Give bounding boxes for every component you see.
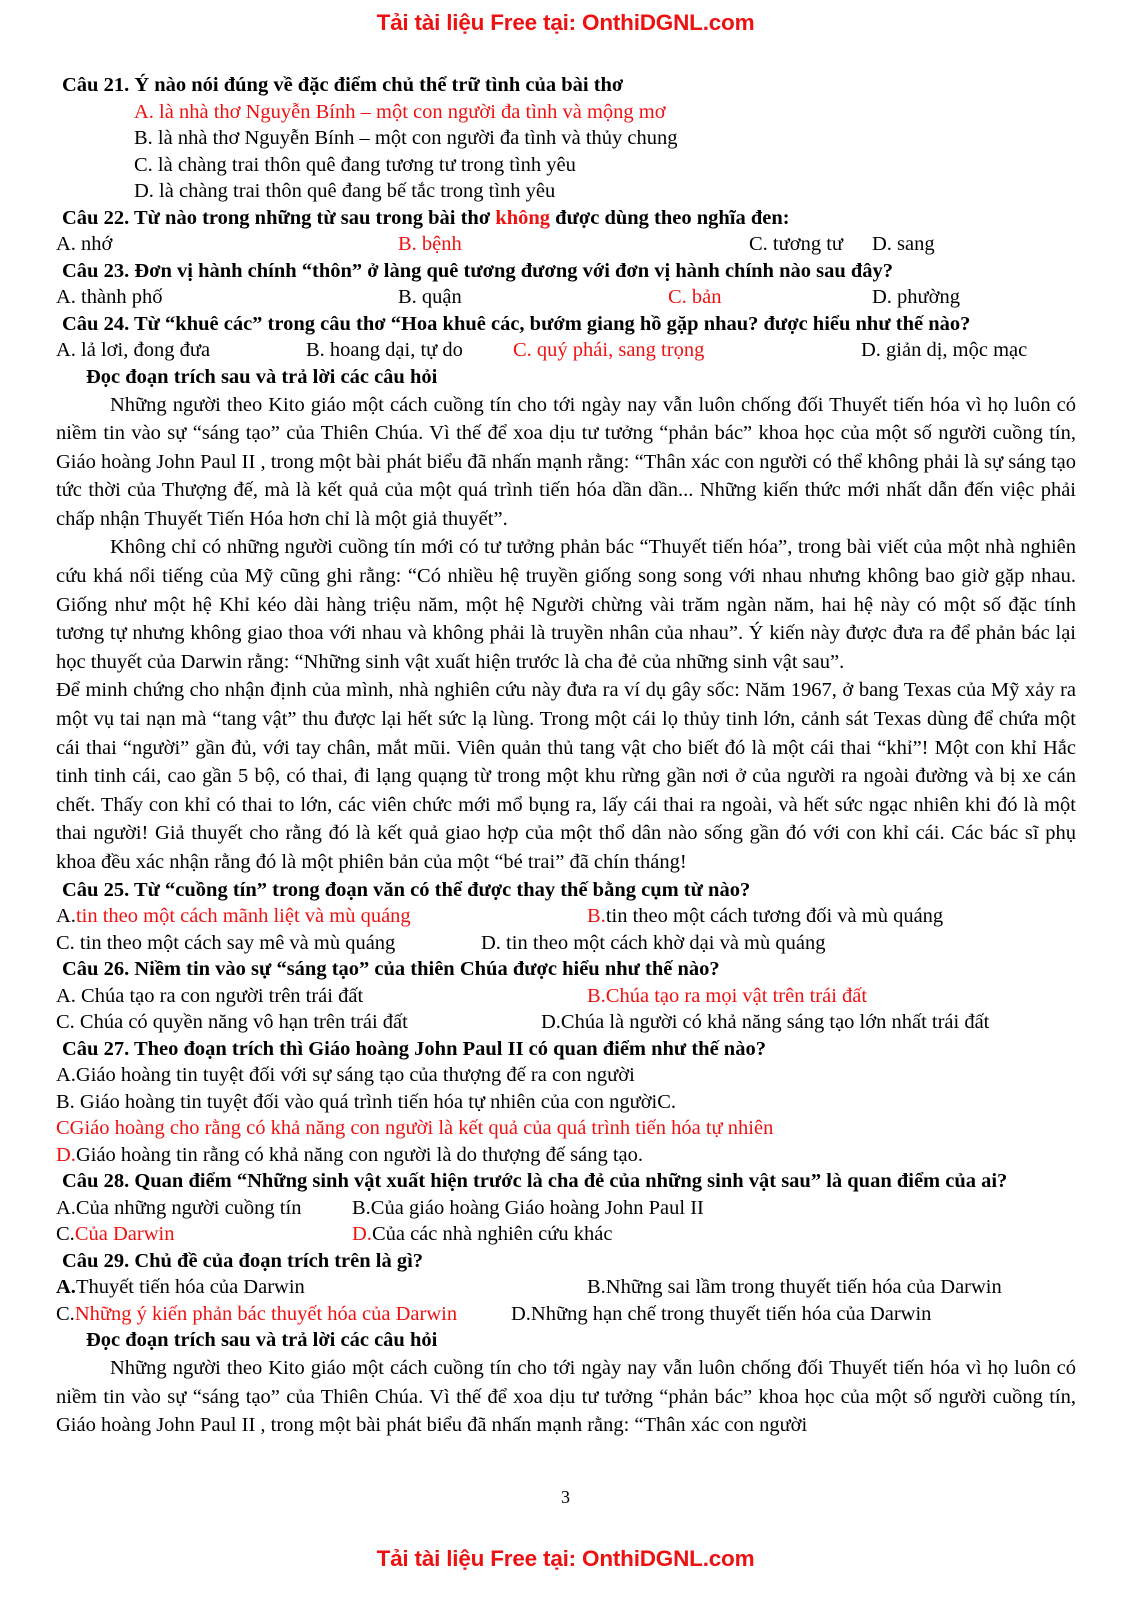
question-29-options-row-1 [56,1274,1076,1301]
question-29-options-row-2 [56,1301,1076,1328]
question-21-option-b[interactable]: B. là nhà thơ Nguyễn Bính – một con người đa tình và thủy chung [134,127,678,149]
question-26-options-row-2 [56,1009,1076,1036]
question-29-option-a-text: Thuyết tiến hóa của Darwin [75,1276,305,1299]
question-21-title: Câu 21. Ý nào nói đúng về đặc điểm chủ thể trữ tình của bài thơ [62,74,624,96]
header-watermark-banner: Tải tài liệu Free tại: OnthiDGNL.com [376,10,755,35]
question-21-options [56,99,1076,205]
question-25-title: Câu 25. Từ “cuồng tín” trong đoạn văn có thể được thay thế bằng cụm từ nào? [62,878,751,901]
page-number: 3 [561,1487,570,1507]
question-28-option-a[interactable]: A.Của những người cuồng tín [56,1196,302,1219]
question-23-option-d[interactable]: D. phường [872,286,961,308]
question-26-option-c[interactable]: C. Chúa có quyền năng vô hạn trên trái đất [56,1011,408,1034]
document-content [56,72,1076,1440]
question-29-option-d[interactable]: D.Những hạn chế trong thuyết tiến hóa của Darwin [511,1302,932,1325]
question-21-option-d[interactable]: D. là chàng trai thôn quê đang bế tắc trong tình yêu [134,180,556,202]
question-28-title: Câu 28. Quan điểm “Những sinh vật xuất hiện trước là cha đẻ của những sinh vật sau” là quan điểm của ai? [62,1170,1008,1193]
question-26-title: Câu 26. Niềm tin vào sự “sáng tạo” của thiên Chúa được hiểu như thế nào? [62,958,720,981]
question-28-option-d-label: D. [352,1223,372,1246]
question-26-option-b[interactable]: B.Chúa tạo ra mọi vật trên trái đất [587,984,868,1007]
question-28-option-c-label: C. [56,1223,75,1246]
question-22-option-d[interactable]: D. sang [872,233,935,255]
question-23-option-a[interactable]: A. thành phố [56,286,163,308]
question-27-option-b[interactable]: B. Giáo hoàng tin tuyệt đối vào quá trình tiến hóa tự nhiên của con ngườiC. [56,1090,677,1113]
passage-1-paragraph-3: Để minh chứng cho nhận định của mình, nhà nghiên cứu này đưa ra ví dụ gây sốc: Năm 1967, ở bang Texas của Mỹ xảy ra một vụ tai nạn mà “tang vật” thu được lại hết sức lạ lùng. Trong một cái lọ thủy tinh lớn, cảnh sát Texas dùng để chứa một cái thai “người” gần đủ, với tay chân, mắt mũi. Viên quản thủ tang vật cho biết đó là một cái thai “khỉ”! Một con khỉ Hắc tinh tinh cái, cao gần 5 bộ, có thai, đi lạng quạng từ trong một khu rừng gần nơi ở của người ra ngoài đường và bị xe cán chết. Thấy con khỉ có thai to lớn, các viên chức mới mổ bụng ra, lấy cái thai ra ngoài, và hết sức ngạc nhiên khi đó là một thai người! Giả thuyết cho rằng đó là kết quả giao hợp của một thổ dân nào sống gần đó với con khỉ cái. Các bác sĩ phụ khoa đều xác nhận rằng đó là một phiên bản của một “bé trai” đã chín tháng! [56,679,1076,873]
question-29-option-c[interactable] [56,1301,511,1328]
passage-2-paragraph-1: Những người theo Kito giáo một cách cuồng tín cho tới ngày nay vẫn luôn chống đối Thuyết tiến hóa vì họ luôn có niềm tin vào sự “sáng tạo” của Thiên Chúa. Vì thế để xoa dịu tư tưởng “phản bác” khoa học của một số người cuồng tín, Giáo hoàng John Paul II , trong một bài phát biểu đã nhấn mạnh rằng: “Thân xác con người [56,1357,1076,1437]
question-22-title-part2: được dùng theo nghĩa đen: [550,206,790,229]
question-25-option-a-label: A. [56,905,76,928]
question-27-option-d-label: D. [56,1143,76,1166]
footer-watermark-banner: Tải tài liệu Free tại: OnthiDGNL.com [376,1546,755,1571]
question-25-option-b[interactable] [587,903,943,930]
question-29-option-b[interactable]: B.Những sai lầm trong thuyết tiến hóa của Darwin [587,1276,1002,1299]
question-24-options [56,337,1076,364]
question-22-title-emphasis: không [495,206,551,229]
question-26-option-a[interactable]: A. Chúa tạo ra con người trên trái đất [56,984,364,1007]
passage-2-heading: Đọc đoạn trích sau và trả lời các câu hỏi [86,1329,438,1352]
question-29-option-c-label: C. [56,1302,75,1325]
question-25-option-d[interactable]: D. tin theo một cách khờ dại và mù quáng [481,931,826,954]
question-25-option-b-label: B. [587,905,606,928]
passage-1-paragraph-1: Những người theo Kito giáo một cách cuồng tín cho tới ngày nay vẫn luôn chống đối Thuyết tiến hóa vì họ luôn có niềm tin vào sự “sáng tạo” của Thiên Chúa. Vì thế để xoa dịu tư tưởng “phản bác” khoa học của một số người cuồng tín, Giáo hoàng John Paul II , trong một bài phát biểu đã nhấn mạnh rằng: “Thân xác con người có thể không phải là sự sáng tạo tức thời của Thượng đế, mà là kết quả của một quá trình tiến hóa dần dần... Những kiến thức mới nhất dẫn đến việc phải chấp nhận Thuyết Tiến Hóa hơn chỉ là một giả thuyết”. [56,393,1076,530]
question-22-option-c[interactable]: C. tương tư [749,233,844,255]
question-22-option-a[interactable]: A. nhớ [56,233,113,255]
question-26-option-d[interactable]: D.Chúa là người có khả năng sáng tạo lớn nhất trái đất [541,1011,990,1034]
question-21-option-a[interactable]: A. là nhà thơ Nguyễn Bính – một con người đa tình và mộng mơ [134,100,666,123]
passage-1-paragraph-2: Không chỉ có những người cuồng tín mới có tư tưởng phản bác “Thuyết tiến hóa”, trong bài viết của một nhà nghiên cứu khá nổi tiếng của Mỹ cũng ghi rằng: “Có nhiều hệ truyền giống song song với nhau nhưng không bao giờ gặp nhau. Giống như một hệ Khỉ kéo dài hàng triệu năm, một hệ Người chừng vài trăm ngàn năm, hai hệ này có một số đặc tính tương tự nhưng không giao thoa với nhau và không phải là truyền nhân của nhau”. Ý kiến này được đưa ra để phản bác lại học thuyết của Darwin rằng: “Những sinh vật xuất hiện trước là cha đẻ của những sinh vật sau”. [56,536,1076,673]
question-28-option-d[interactable] [352,1221,612,1248]
question-23-title: Câu 23. Đơn vị hành chính “thôn” ở làng quê tương đương với đơn vị hành chính nào sau đây? [62,259,894,282]
question-28-options-row-2 [56,1221,1076,1248]
question-28-option-b[interactable]: B.Của giáo hoàng Giáo hoàng John Paul II [352,1196,704,1219]
question-25-option-a[interactable] [56,903,587,930]
question-24-title: Câu 24. Từ “khuê các” trong câu thơ “Hoa khuê các, bướm giang hồ gặp nhau? được hiểu như thế nào? [62,312,971,335]
question-24-option-d[interactable]: D. giản dị, mộc mạc [861,339,1028,361]
question-25-option-c[interactable]: C. tin theo một cách say mê và mù quáng [56,931,396,954]
question-27-option-c[interactable]: CGiáo hoàng cho rằng có khả năng con người là kết quả của quá trình tiến hóa tự nhiên [56,1117,774,1140]
question-25-options-row-1 [56,903,1076,930]
question-27-option-a[interactable]: A.Giáo hoàng tin tuyệt đối với sự sáng tạo của thượng đế ra con người [56,1064,635,1087]
question-29-option-c-text: Những ý kiến phản bác thuyết hóa của Darwin [74,1302,458,1325]
question-28-option-c[interactable] [56,1221,352,1248]
passage-1-heading: Đọc đoạn trích sau và trả lời các câu hỏi [86,365,438,388]
question-24-option-b[interactable]: B. hoang dại, tự do [306,339,463,361]
question-29-title: Câu 29. Chủ đề của đoạn trích trên là gì? [62,1249,424,1272]
question-29-option-a[interactable] [56,1274,587,1301]
question-27-option-d-text: Giáo hoàng tin rằng có khả năng con người là do thượng đế sáng tạo. [75,1143,644,1166]
question-24-option-c[interactable]: C. quý phái, sang trọng [513,339,705,361]
question-22-options [56,231,1076,258]
question-29-option-a-label: A. [56,1276,76,1299]
question-28-option-c-text: Của Darwin [74,1223,175,1246]
question-25-option-a-text: tin theo một cách mãnh liệt và mù quáng [75,905,411,928]
question-27-option-d[interactable] [56,1142,1076,1169]
question-22-option-b[interactable]: B. bệnh [398,233,462,255]
question-25-options-row-2 [56,930,1076,957]
question-21-option-c[interactable]: C. là chàng trai thôn quê đang tương tư trong tình yêu [134,153,576,176]
question-24-option-a[interactable]: A. lả lơi, đong đưa [56,339,211,361]
question-23-options [56,284,1076,311]
question-22-title-part1: Câu 22. Từ nào trong những từ sau trong bài thơ [62,206,496,229]
question-28-options-row-1 [56,1195,1076,1222]
question-28-option-d-text: Của các nhà nghiên cứu khác [371,1223,613,1246]
question-23-option-b[interactable]: B. quận [398,286,462,308]
question-25-option-b-text: tin theo một cách tương đối và mù quáng [605,905,944,928]
question-27-title: Câu 27. Theo đoạn trích thì Giáo hoàng John Paul II có quan điểm như thế nào? [62,1037,766,1060]
question-23-option-c[interactable]: C. bản [668,286,722,308]
question-22-title [56,205,1076,232]
question-26-options-row-1 [56,983,1076,1010]
